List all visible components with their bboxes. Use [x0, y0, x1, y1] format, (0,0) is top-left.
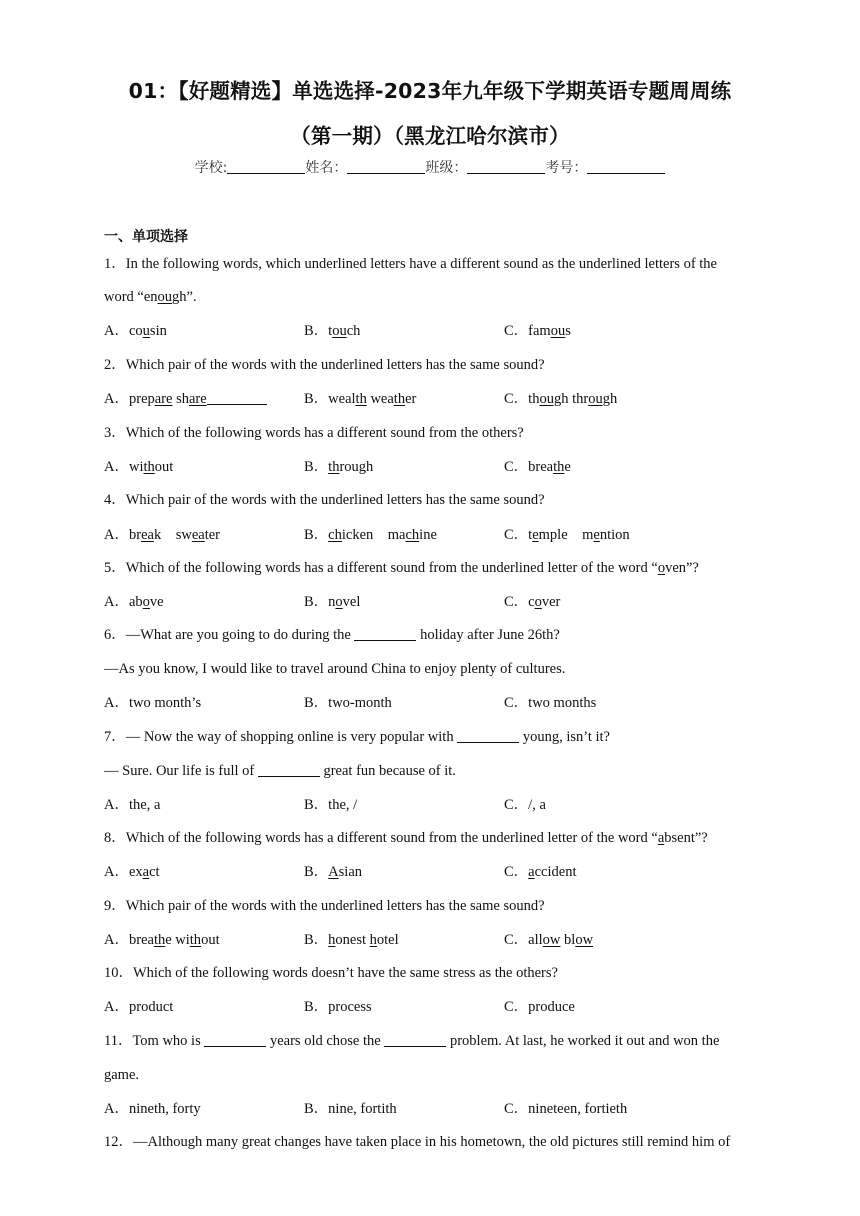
question-5-option-c[interactable]: C．cover: [504, 594, 561, 610]
question-9-option-a[interactable]: A．breathe without: [104, 932, 220, 948]
question-8-option-b[interactable]: B．Asian: [304, 864, 363, 880]
question-3-option-a[interactable]: A．without: [104, 459, 174, 475]
question-2-option-a[interactable]: A．prepare share: [104, 390, 267, 408]
question-5-option-a[interactable]: A．above: [104, 594, 164, 610]
question-6-text: 6．—What are you going to do during the holiday after June 26th?: [104, 627, 560, 643]
question-1-option-c[interactable]: C．famous: [504, 323, 571, 339]
question-1-text-cont: word “enough”.: [104, 289, 197, 305]
question-4-option-a[interactable]: A．break sweater: [104, 527, 220, 543]
question-10-option-b[interactable]: B．process: [304, 999, 372, 1015]
question-10-option-a[interactable]: A．product: [104, 999, 174, 1015]
question-11-text: 11．Tom who is years old chose the problem. At last, he worked it out and won the: [104, 1033, 720, 1049]
question-8-text: 8．Which of the following words has a different sound from the underlined letter of the word “absent”?: [104, 830, 708, 846]
question-11-option-b[interactable]: B．nine, fortith: [304, 1101, 397, 1117]
class-blank[interactable]: [467, 159, 545, 174]
question-1-text: 1．In the following words, which underlined letters have a different sound as the underlined letters of the: [104, 256, 717, 272]
question-3-option-b[interactable]: B．through: [304, 459, 374, 475]
question-9-text: 9．Which pair of the words with the underlined letters has the same sound?: [104, 898, 545, 914]
question-11-option-c[interactable]: C．nineteen, fortieth: [504, 1101, 628, 1117]
class-label: 班级：: [425, 160, 468, 176]
question-7-option-b[interactable]: B．the, /: [304, 797, 358, 813]
exam-no-label: 考号：: [545, 160, 588, 176]
question-2-text: 2．Which pair of the words with the underlined letters has the same sound?: [104, 357, 545, 373]
question-1-option-b[interactable]: B．touch: [304, 323, 361, 339]
question-6-option-c[interactable]: C．two months: [504, 695, 597, 711]
question-1-option-a[interactable]: A．cousin: [104, 323, 167, 339]
section-title: 一、单项选择: [104, 229, 188, 245]
question-10-text: 10．Which of the following words doesn’t have the same stress as the others?: [104, 965, 558, 981]
question-3-option-c[interactable]: C．breathe: [504, 459, 571, 475]
question-9-option-b[interactable]: B．honest hotel: [304, 932, 399, 948]
document-title-line-2: （第一期）（黑龙江哈尔滨市）: [290, 124, 570, 148]
question-9-option-c[interactable]: C．allow blow: [504, 932, 594, 948]
question-8-option-a[interactable]: A．exact: [104, 864, 160, 880]
question-7-text: 7．— Now the way of shopping online is very popular with young, isn’t it?: [104, 729, 610, 745]
question-4-option-b[interactable]: B．chicken machine: [304, 527, 437, 543]
question-2-option-c[interactable]: C．though through: [504, 391, 618, 407]
school-blank[interactable]: [227, 159, 305, 174]
question-5-option-b[interactable]: B．novel: [304, 594, 361, 610]
question-10-option-c[interactable]: C．produce: [504, 999, 575, 1015]
question-6-option-a[interactable]: A．two month’s: [104, 695, 202, 711]
question-3-text: 3．Which of the following words has a different sound from the others?: [104, 425, 524, 441]
question-11-text-cont: game.: [104, 1067, 140, 1083]
exam-no-blank[interactable]: [587, 159, 665, 174]
question-5-text: 5．Which of the following words has a different sound from the underlined letter of the word “oven”?: [104, 560, 699, 576]
question-12-text: 12．—Although many great changes have taken place in his hometown, the old pictures still remind him of: [104, 1134, 731, 1150]
question-11-option-a[interactable]: A．nineth, forty: [104, 1101, 201, 1117]
school-label: 学校:: [194, 160, 228, 176]
question-2-option-b[interactable]: B．wealth weather: [304, 391, 417, 407]
question-7-option-c[interactable]: C．/, a: [504, 797, 546, 813]
question-8-option-c[interactable]: C．accident: [504, 864, 577, 880]
question-4-text: 4．Which pair of the words with the underlined letters has the same sound?: [104, 492, 545, 508]
question-7-text-cont: — Sure. Our life is full of great fun because of it.: [104, 763, 456, 779]
name-label: 姓名：: [305, 160, 348, 176]
student-info-row: [0, 157, 860, 177]
name-blank[interactable]: [347, 159, 425, 174]
document-title-line-1: 01：【好题精选】单选选择-2023年九年级下学期英语专题周周练: [128, 79, 732, 103]
question-6-text-cont: —As you know, I would like to travel around China to enjoy plenty of cultures.: [104, 661, 566, 677]
question-6-option-b[interactable]: B．two-month: [304, 695, 392, 711]
question-7-option-a[interactable]: A．the, a: [104, 797, 161, 813]
question-4-option-c[interactable]: C．temple mention: [504, 527, 630, 543]
